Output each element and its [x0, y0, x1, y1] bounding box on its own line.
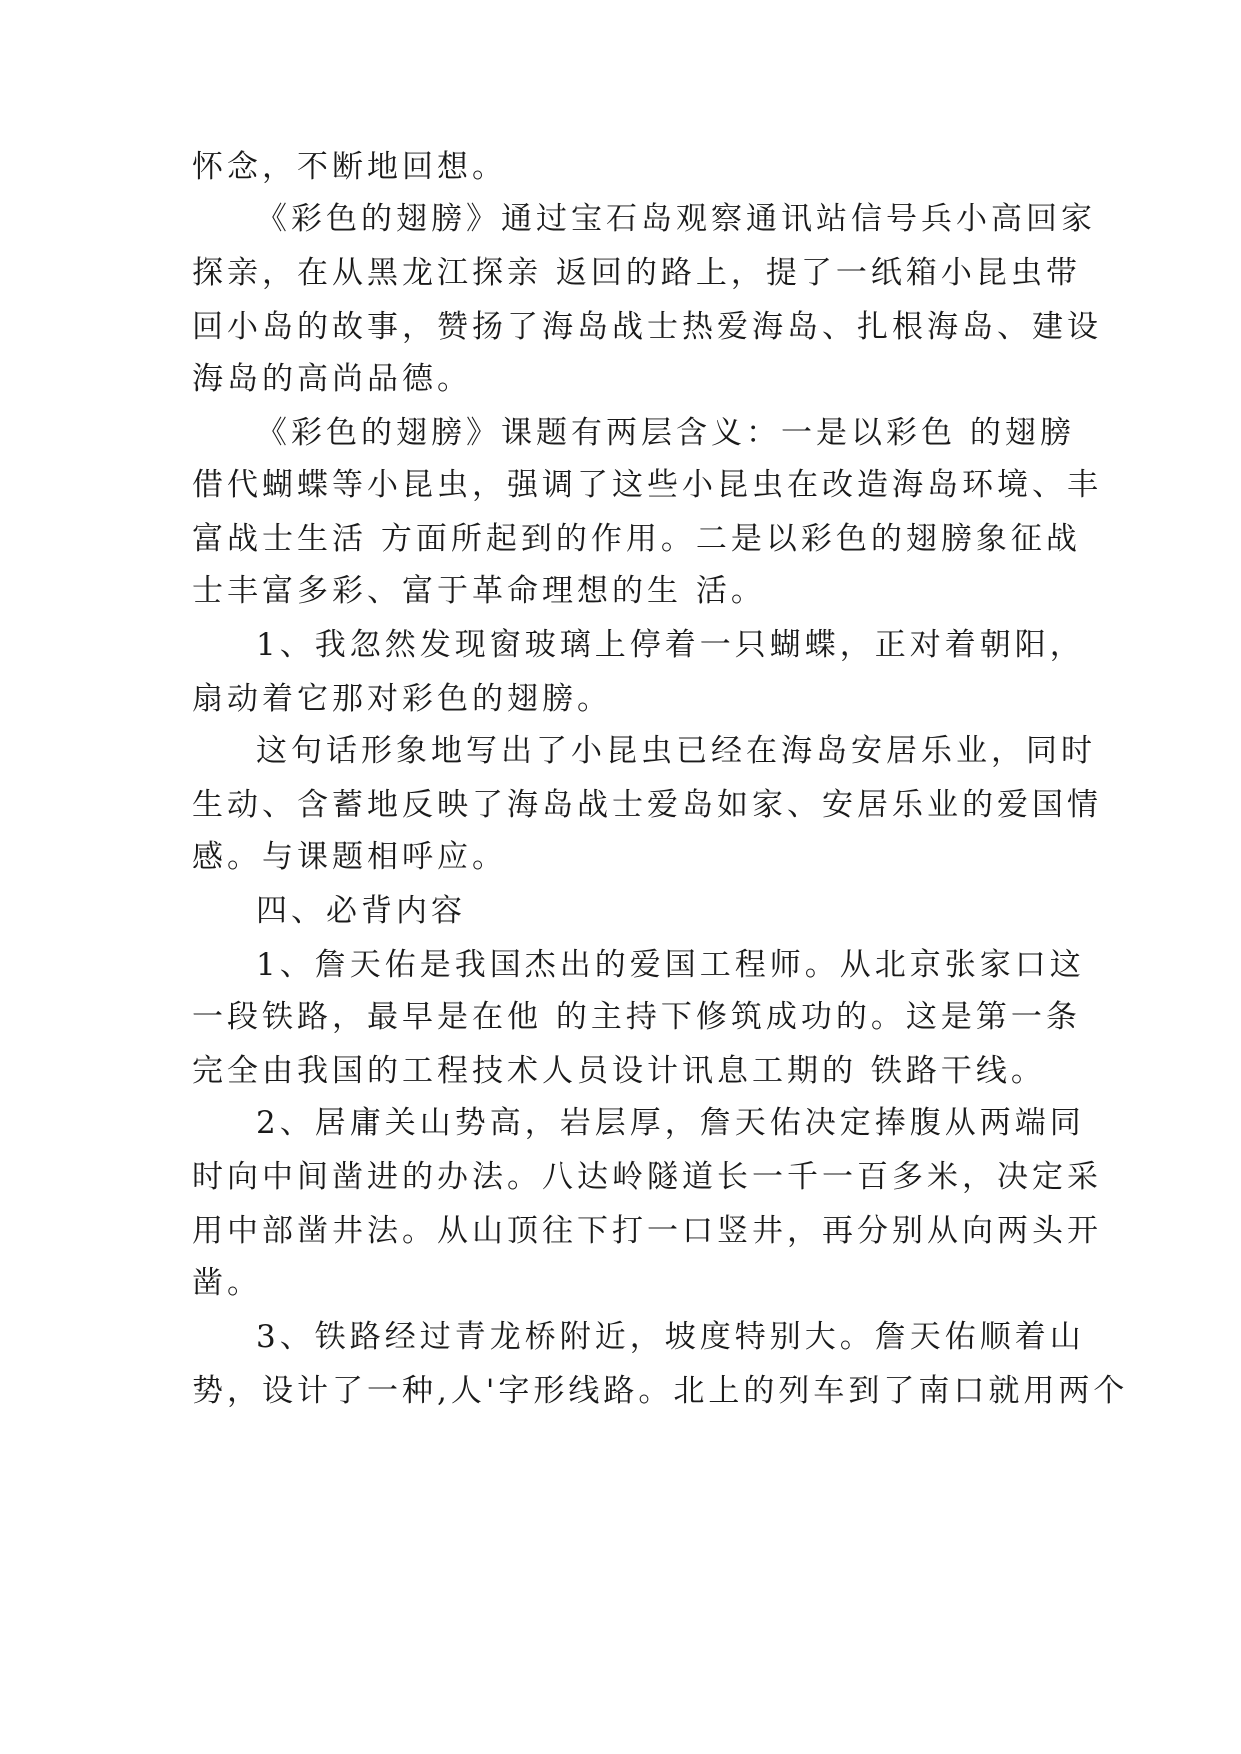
- section-heading: 四、必背内容: [256, 893, 466, 929]
- text-line-16: 1、詹天佑是我国杰出的爱国工程师。从北京张家口这: [256, 947, 1085, 983]
- text-line-21: 用中部凿井法。从山顶往下打一口竖井，再分别从向两头开: [192, 1213, 1102, 1249]
- text-line-9: 士丰富多彩、富于革命理想的生 活。: [192, 573, 766, 609]
- text-line-7: 借代蝴蝶等小昆虫，强调了这些小昆虫在改造海岛环境、丰: [192, 467, 1102, 503]
- text-line-8: 富战士生活 方面所起到的作用。二是以彩色的翅膀象征战: [192, 521, 1081, 557]
- text-line-23: 3、铁路经过青龙桥附近，坡度特别大。詹天佑顺着山: [256, 1319, 1085, 1355]
- text-line-20: 时向中间凿进的办法。八达岭隧道长一千一百多米，决定采: [192, 1159, 1102, 1195]
- text-line-12: 这句话形象地写出了小昆虫已经在海岛安居乐业，同时: [256, 733, 1096, 769]
- text-line-14: 感。与课题相呼应。: [192, 839, 507, 875]
- text-line-3: 探亲，在从黑龙江探亲 返回的路上，提了一纸箱小昆虫带: [192, 255, 1081, 291]
- text-line-11: 扇动着它那对彩色的翅膀。: [192, 681, 612, 717]
- text-line-4: 回小岛的故事，赞扬了海岛战士热爱海岛、扎根海岛、建设: [192, 309, 1102, 345]
- text-line-2: 《彩色的翅膀》通过宝石岛观察通讯站信号兵小高回家: [256, 201, 1096, 237]
- text-line-24: 势，设计了一种,人'字形线路。北上的列车到了南口就用两个: [192, 1373, 1129, 1409]
- text-line-13: 生动、含蓄地反映了海岛战士爱岛如家、安居乐业的爱国情: [192, 787, 1102, 823]
- text-line-22: 凿。: [192, 1265, 262, 1301]
- text-line-5: 海岛的高尚品德。: [192, 361, 472, 397]
- text-line-6: 《彩色的翅膀》课题有两层含义：一是以彩色 的翅膀: [256, 415, 1075, 451]
- text-line-17: 一段铁路，最早是在他 的主持下修筑成功的。这是第一条: [192, 999, 1081, 1035]
- text-line-1: 怀念，不断地回想。: [192, 149, 507, 185]
- text-line-10: 1、我忽然发现窗玻璃上停着一只蝴蝶，正对着朝阳，: [256, 627, 1085, 663]
- text-line-19: 2、居庸关山势高，岩层厚，詹天佑决定捧腹从两端同: [256, 1105, 1085, 1141]
- text-line-18: 完全由我国的工程技术人员设计讯息工期的 铁路干线。: [192, 1053, 1046, 1089]
